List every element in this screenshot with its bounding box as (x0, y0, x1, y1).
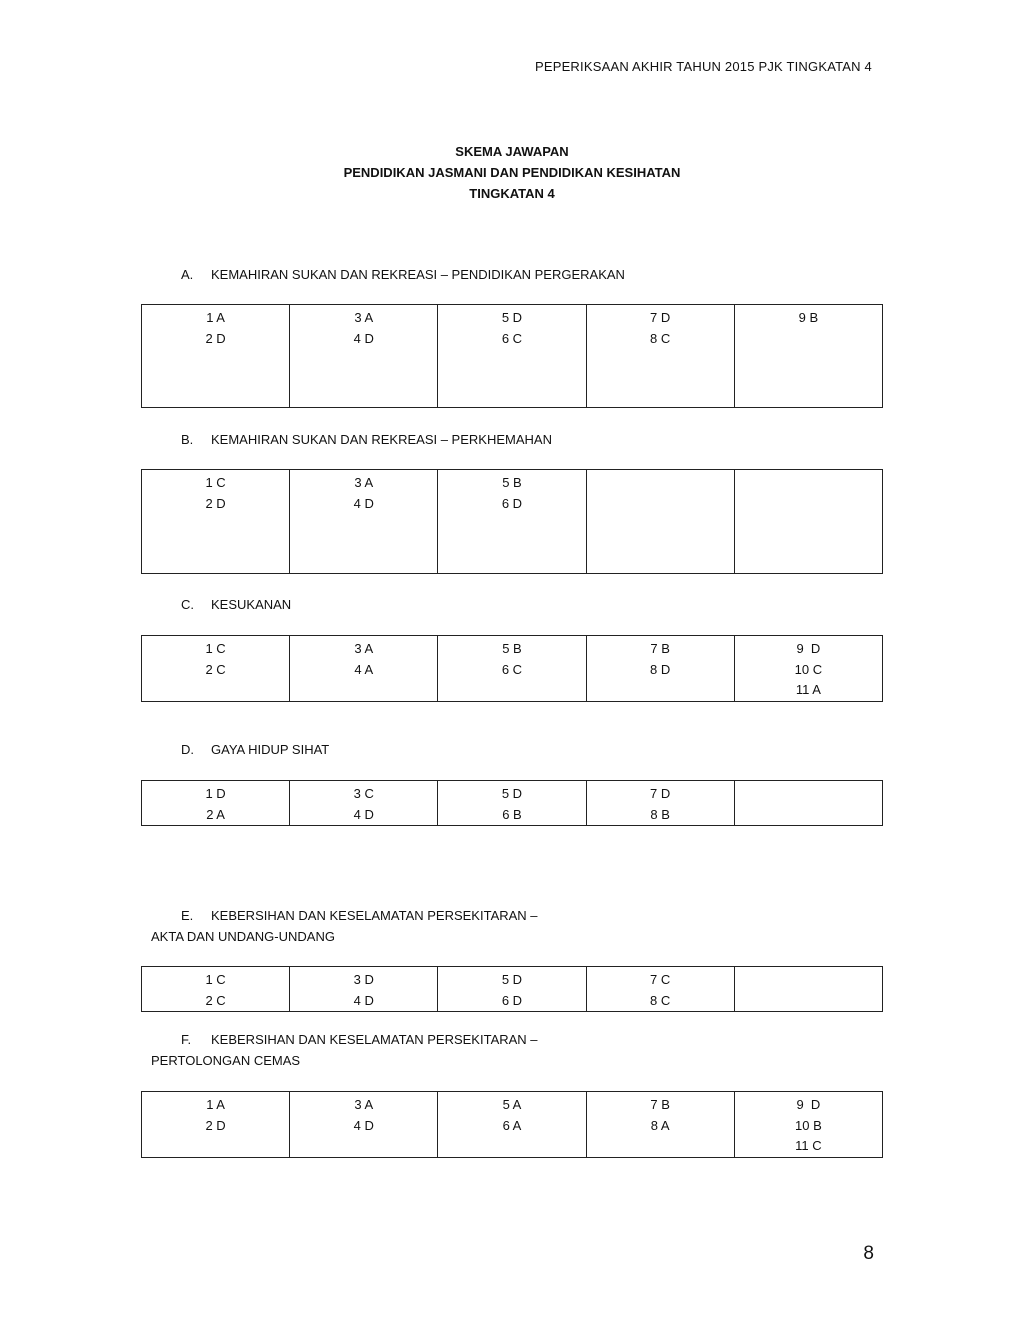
section-b-heading (181, 429, 552, 450)
title-line-3: TINGKATAN 4 (469, 186, 555, 201)
answer-cell: 7 D 8 B (586, 781, 734, 826)
answer-cell (734, 781, 882, 826)
section-letter: B. (181, 432, 194, 447)
answer-cell (586, 470, 734, 574)
section-title: KEMAHIRAN SUKAN DAN REKREASI – PENDIDIKAN PERGERAKAN (211, 267, 625, 282)
title-line-2: PENDIDIKAN JASMANI DAN PENDIDIKAN KESIHATAN (343, 165, 681, 180)
section-e-heading (181, 905, 538, 926)
section-title: KESUKANAN (211, 597, 292, 612)
answer-cell: 5 A 6 A (438, 1092, 586, 1158)
section-a-heading (181, 264, 625, 285)
answer-cell: 3 A 4 D (290, 1092, 438, 1158)
answer-cell: 1 C 2 C (142, 967, 290, 1012)
answer-table-d (141, 780, 883, 826)
section-c-heading (181, 594, 291, 615)
section-letter: E. (181, 908, 194, 923)
answer-cell: 3 A 4 D (290, 470, 438, 574)
section-letter: A. (181, 267, 194, 282)
section-f-heading (181, 1029, 538, 1050)
answer-cell: 5 B 6 C (438, 636, 586, 702)
answer-cell: 1 D 2 A (142, 781, 290, 826)
answer-cell: 9 D 10 C 11 A (734, 636, 882, 702)
title-line-1: SKEMA JAWAPAN (455, 144, 569, 159)
answer-cell: 3 C 4 D (290, 781, 438, 826)
answer-cell: 3 A 4 D (290, 305, 438, 408)
answer-cell (734, 470, 882, 574)
answer-cell: 1 A 2 D (142, 1092, 290, 1158)
page-number: 8 (863, 1243, 874, 1264)
section-title: KEBERSIHAN DAN KESELAMATAN PERSEKITARAN – (211, 908, 538, 923)
answer-cell: 9 D 10 B 11 C (734, 1092, 882, 1158)
section-letter: C. (181, 597, 194, 612)
answer-table-c (141, 635, 883, 702)
answer-cell: 5 D 6 B (438, 781, 586, 826)
answer-cell: 7 B 8 A (586, 1092, 734, 1158)
section-letter: F. (181, 1032, 192, 1047)
section-f-heading-line-2: PERTOLONGAN CEMAS (151, 1053, 301, 1068)
answer-cell: 7 C 8 C (586, 967, 734, 1012)
section-d-heading (181, 739, 329, 760)
answer-cell (734, 967, 882, 1012)
section-letter: D. (181, 742, 194, 757)
answer-cell: 5 D 6 D (438, 967, 586, 1012)
section-title: KEMAHIRAN SUKAN DAN REKREASI – PERKHEMAHAN (211, 432, 552, 447)
answer-cell: 3 A 4 A (290, 636, 438, 702)
answer-cell: 5 B 6 D (438, 470, 586, 574)
section-title: KEBERSIHAN DAN KESELAMATAN PERSEKITARAN – (211, 1032, 538, 1047)
answer-cell: 7 D 8 C (586, 305, 734, 408)
answer-cell: 1 C 2 D (142, 470, 290, 574)
answer-table-f (141, 1091, 883, 1158)
page-header: PEPERIKSAAN AKHIR TAHUN 2015 PJK TINGKATAN 4 (534, 59, 872, 74)
answer-table-b (141, 469, 883, 574)
answer-table-e (141, 966, 883, 1012)
section-e-heading-line-2: AKTA DAN UNDANG-UNDANG (151, 929, 335, 944)
answer-cell: 9 B (734, 305, 882, 408)
answer-cell: 1 C 2 C (142, 636, 290, 702)
answer-cell: 7 B 8 D (586, 636, 734, 702)
answer-cell: 3 D 4 D (290, 967, 438, 1012)
answer-cell: 5 D 6 C (438, 305, 586, 408)
answer-table-a (141, 304, 883, 408)
section-title: GAYA HIDUP SIHAT (211, 742, 330, 757)
answer-cell: 1 A 2 D (142, 305, 290, 408)
